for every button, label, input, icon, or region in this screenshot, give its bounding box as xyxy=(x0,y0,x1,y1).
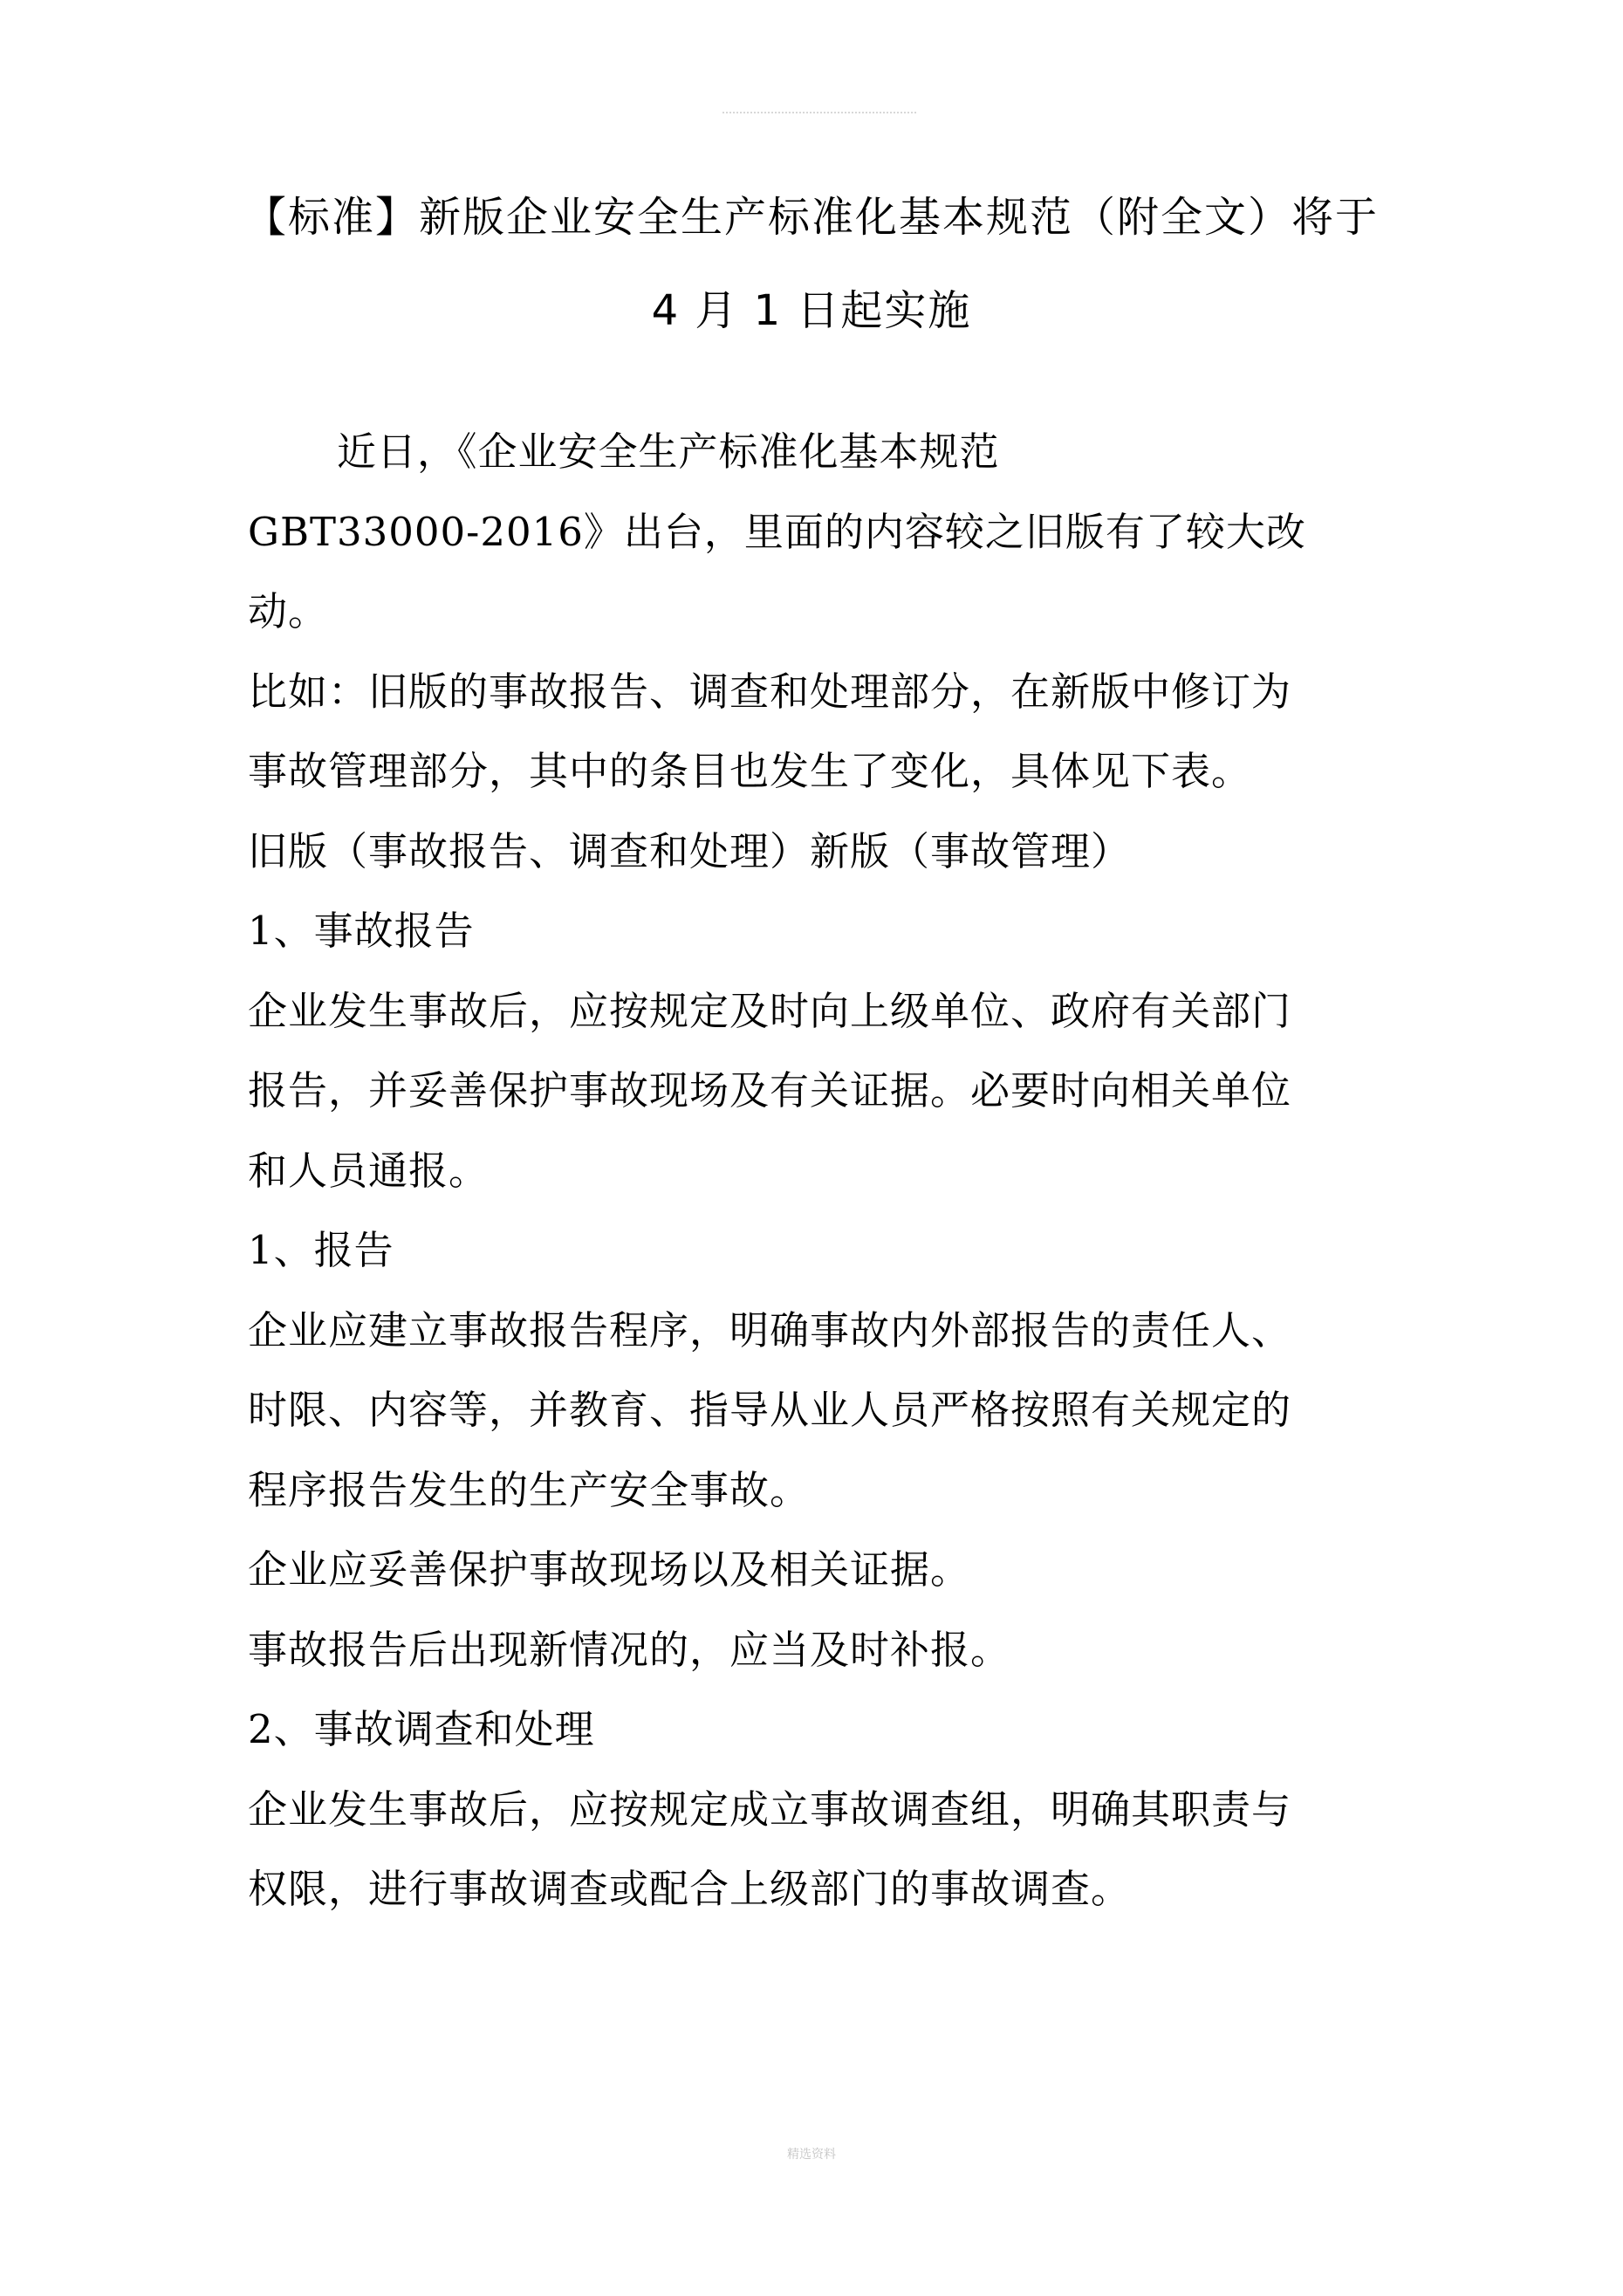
section-heading: 2、事故调查和处理 xyxy=(248,1706,595,1752)
clause-line: 企业发生事故后，应按规定成立事故调查组，明确其职责与 xyxy=(248,1785,1292,1833)
new-clause-line: 企业应妥善保护事故现场以及相关证据。 xyxy=(248,1546,971,1593)
new-clause-line: 事故报告后出现新情况的，应当及时补报。 xyxy=(248,1626,1011,1673)
page-footer: 精选资料 xyxy=(787,2148,836,2162)
paragraph-example-line: 比如：旧版的事故报告、调查和处理部分，在新版中修订为 xyxy=(248,668,1292,715)
new-clause-line: 企业应建立事故报告程序，明确事故内外部报告的责任人、 xyxy=(248,1306,1292,1354)
clause-line: 权限，进行事故调查或配合上级部门的事故调查。 xyxy=(248,1866,1132,1912)
comparison-header-line: 旧版（事故报告、调查和处理）新版（事故管理） xyxy=(248,827,1132,874)
old-clause-line: 企业发生事故后，应按规定及时向上级单位、政府有关部门 xyxy=(248,987,1292,1034)
paragraph-intro-line: 近日，《企业安全生产标准化基本规范 xyxy=(337,428,1000,475)
section-heading: 1、报告 xyxy=(248,1227,394,1273)
paragraph-intro-line: 动。 xyxy=(248,588,329,634)
document-body xyxy=(248,412,1400,1929)
title-line-2: 4 月 1 日起实施 xyxy=(651,286,972,335)
document-title xyxy=(218,171,1405,358)
old-clause-line: 报告，并妥善保护事故现场及有关证据。必要时向相关单位 xyxy=(248,1067,1292,1114)
header-dotted-rule xyxy=(722,112,916,113)
title-line-1: 【标准】新版企业安全生产标准化基本规范（附全文）将于 xyxy=(243,193,1379,242)
paragraph-example-line: 事故管理部分，其中的条目也发生了变化，具体见下表。 xyxy=(248,748,1252,794)
paragraph-intro-line: GBT33000-2016》出台，里面的内容较之旧版有了较大改 xyxy=(248,508,1306,555)
section-heading: 1、事故报告 xyxy=(248,908,475,954)
new-clause-line: 时限、内容等，并教育、指导从业人员严格按照有关规定的 xyxy=(248,1387,1292,1433)
new-clause-line: 程序报告发生的生产安全事故。 xyxy=(248,1466,811,1513)
old-clause-line: 和人员通报。 xyxy=(248,1147,490,1194)
